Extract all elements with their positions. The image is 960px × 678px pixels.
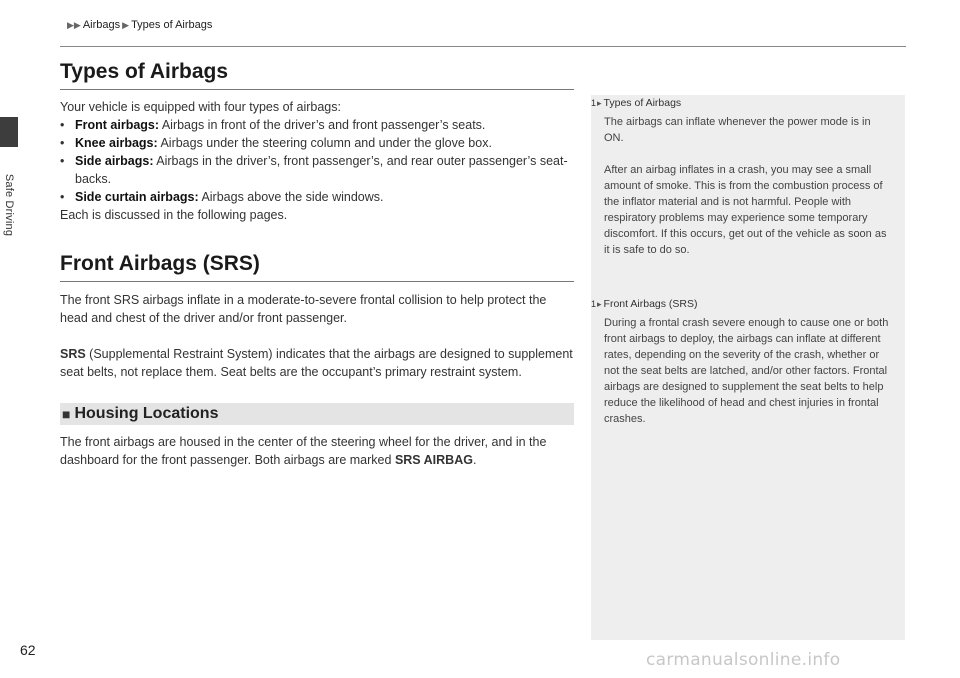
book-icon: ▸ [597,298,602,309]
breadcrumb-arrow-icon: ▶ [122,19,130,30]
srs-text: (Supplemental Restraint System) indicates that the airbags are designed to supplement seat belts, not replace them. Seat belts are the occupant’s primary restraint system. [60,347,573,379]
book-icon: ▸ [597,97,602,108]
header-divider [60,46,906,47]
bullet-text: Airbags in front of the driver’s and front passenger’s seats. [159,118,486,132]
list-item [60,152,574,188]
note-paragraph: After an airbag inflates in a crash, you may see a small amount of smoke. This is from the combustion process of the inflator material and is not harmful. People with respiratory problems may experience some temporary discomfort. If this occurs, get out of the vehicle as soon as it is safe to do so. [604,164,887,256]
watermark: carmanualsonline.info [646,650,841,670]
note-number: 1 [591,299,597,309]
bullet-term: Side curtain airbags: [75,190,199,204]
notes-sidebar [591,95,905,640]
housing-paragraph [60,433,574,469]
section-tab-marker [0,117,18,147]
bullet-term: Front airbags: [75,118,160,132]
section-title: Front Airbags (SRS) [60,252,574,282]
breadcrumb-arrow-icon: ▶▶ [67,19,81,30]
note-title [591,95,893,111]
housing-mark: SRS AIRBAG [394,453,473,467]
bullet-text: Airbags in the driver’s, front passenger’s, and rear outer passenger’s seat-backs. [75,154,568,186]
note-paragraph: The airbags can inflate whenever the power mode is in ON. [604,116,871,144]
note-title-text: Types of Airbags [603,97,682,109]
page-number: 62 [20,642,36,658]
list-item [60,116,574,134]
list-item [60,134,574,152]
note-types-of-airbags [591,95,905,258]
housing-text: The front airbags are housed in the center of the steering wheel for the driver, and in the dashboard for the front passenger. Both airbags are marked [60,435,547,467]
bullet-text: Airbags above the side windows. [198,190,384,204]
bullet-icon: • [60,190,65,204]
intro-text: Your vehicle is equipped with four types of airbags: [60,100,341,114]
subsection-heading [60,403,574,425]
note-title [591,296,893,312]
page-title: Types of Airbags [60,60,574,90]
note-title-text: Front Airbags (SRS) [603,298,698,310]
breadcrumb [67,19,212,31]
note-front-airbags [591,296,905,427]
list-item [60,188,574,206]
section-side-label [0,150,18,260]
bullet-icon: • [60,154,65,168]
bullet-term: Knee airbags: [75,136,158,150]
srs-term: SRS [60,347,86,361]
srs-paragraph [60,345,574,381]
bullet-term: Side airbags: [75,154,154,168]
housing-end: . [472,453,477,467]
front-airbags-paragraph: The front SRS airbags inflate in a moderate-to-severe frontal collision to help protect the head and chest of the driver and/or front passenger. [60,293,547,325]
main-content [60,60,574,469]
bullet-text: Airbags under the steering column and under the glove box. [157,136,492,150]
outro-text: Each is discussed in the following pages. [60,208,288,222]
note-number: 1 [591,98,597,108]
bullet-icon: • [60,118,65,132]
breadcrumb-item-airbags[interactable]: Airbags [82,19,121,31]
section-side-label-text: Safe Driving [3,173,16,237]
square-bullet-icon: ■ [62,406,71,422]
subsection-title: Housing Locations [74,405,219,422]
breadcrumb-item-types-of-airbags[interactable]: Types of Airbags [131,19,213,31]
note-paragraph: During a frontal crash severe enough to cause one or both front airbags to deploy, the airbags can inflate at different rates, depending on the severity of the crash, whether or not the seat belts are latched, and/or other factors. Frontal airbags are designed to supplement the seat belts to help reduce the likelihood of head and chest injuries in frontal crashes. [604,317,889,425]
bullet-icon: • [60,136,65,150]
